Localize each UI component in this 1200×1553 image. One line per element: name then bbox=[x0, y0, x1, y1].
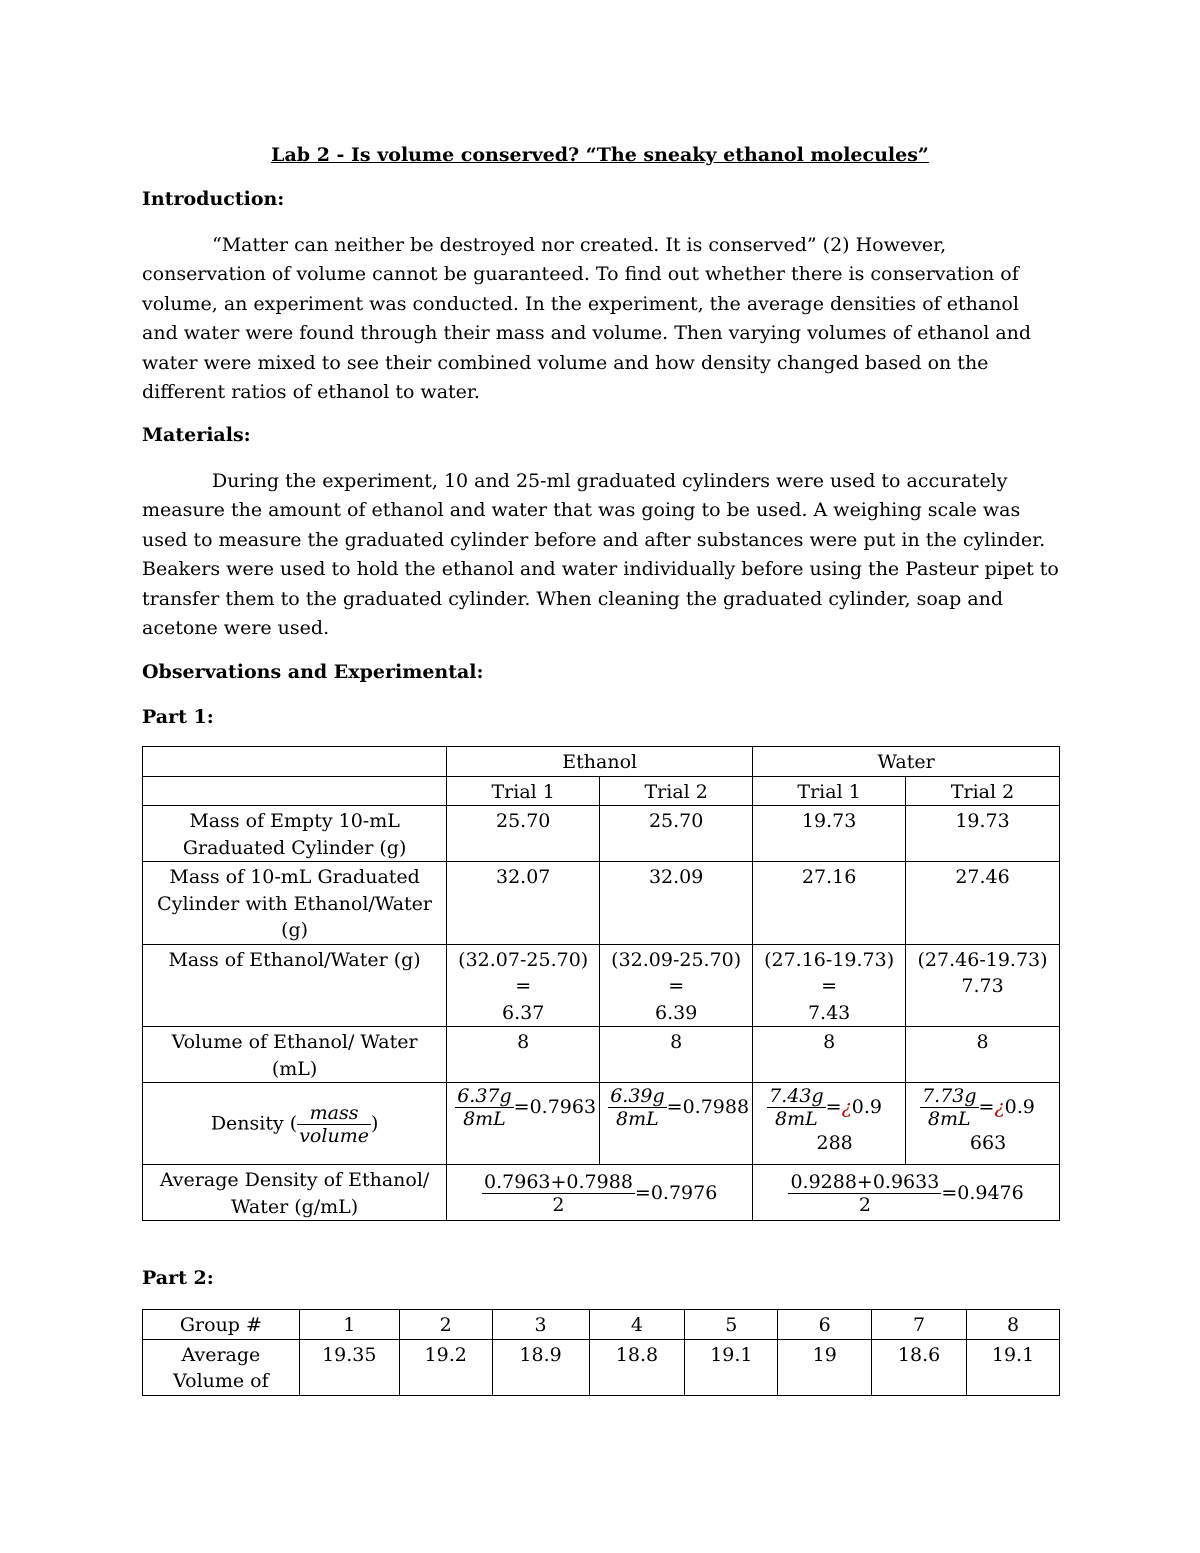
density-formula bbox=[297, 1102, 371, 1147]
table-cell: 19.73 bbox=[753, 806, 906, 862]
trial-header: Trial 2 bbox=[906, 776, 1060, 806]
table-cell bbox=[753, 944, 906, 1027]
table-cell: 25.70 bbox=[447, 806, 600, 862]
table-row bbox=[143, 806, 1060, 862]
mass-result: 6.37 bbox=[502, 1001, 545, 1024]
density-label: Density ( bbox=[210, 1112, 298, 1135]
page-title: Lab 2 - Is volume conserved? “The sneaky ethanol molecules” bbox=[271, 144, 929, 166]
group-number: 7 bbox=[872, 1310, 967, 1340]
mass-expr: (32.07-25.70) bbox=[458, 948, 589, 971]
fraction-numerator: 6.37g bbox=[457, 1085, 512, 1107]
table-cell: 8 bbox=[906, 1027, 1060, 1083]
table-cell bbox=[143, 747, 447, 777]
row-label: Mass of 10-mL Graduated Cylinder with Ethanol/Water (g) bbox=[143, 862, 447, 945]
density-calc bbox=[455, 1085, 596, 1130]
avg-fraction bbox=[788, 1171, 941, 1216]
formula-denominator: volume bbox=[299, 1125, 369, 1147]
mass-eq: = bbox=[821, 975, 838, 997]
row-label bbox=[143, 1083, 447, 1165]
table-cell: 8 bbox=[753, 1027, 906, 1083]
introduction-paragraph bbox=[142, 231, 1060, 407]
row-label: Average Volume of bbox=[143, 1339, 300, 1395]
table-cell bbox=[447, 1083, 600, 1165]
density-result-wrap: 288 bbox=[816, 1132, 853, 1154]
group-number: 1 bbox=[299, 1310, 399, 1340]
introduction-text: “Matter can neither be destroyed nor created. It is conserved” (2) However, conservation of volume cannot be guaranteed. To find out whether there is conservation of volume, an experiment was conducted. In the experiment, the average densities of ethanol and water were found through their mass and volume. Then varying volumes of ethanol and water were mixed to see their combined volume and how density changed based on the different ratios of ethanol to water. bbox=[142, 234, 1032, 404]
mass-result: 6.39 bbox=[655, 1001, 698, 1024]
density-result: =0.7963 bbox=[513, 1096, 597, 1119]
mass-expr: (27.16-19.73) bbox=[764, 948, 895, 971]
render-error-glyph: ¿ bbox=[841, 1096, 852, 1119]
row-label: Average Density of Ethanol/ Water (g/mL) bbox=[143, 1165, 447, 1221]
table-row bbox=[143, 776, 1060, 806]
table-row bbox=[143, 944, 1060, 1027]
table-cell bbox=[600, 944, 753, 1027]
fraction-denominator: 8mL bbox=[927, 1108, 971, 1130]
group-number: 4 bbox=[589, 1310, 685, 1340]
fraction-numerator: 0.7963+0.7988 bbox=[484, 1171, 633, 1193]
fraction-numerator: 7.73g bbox=[922, 1085, 977, 1107]
table-cell: 19.73 bbox=[906, 806, 1060, 862]
density-calc bbox=[920, 1085, 1056, 1130]
density-result-wrap: 663 bbox=[969, 1132, 1007, 1154]
table-cell: 25.70 bbox=[600, 806, 753, 862]
table-cell: 19.1 bbox=[967, 1339, 1060, 1395]
part1-table bbox=[142, 746, 1060, 1221]
table-cell: 19.2 bbox=[399, 1339, 492, 1395]
trial-header: Trial 2 bbox=[600, 776, 753, 806]
table-cell bbox=[143, 776, 447, 806]
table-cell bbox=[906, 1083, 1060, 1165]
table-cell: 32.07 bbox=[447, 862, 600, 945]
mass-result: 7.43 bbox=[807, 1001, 851, 1024]
fraction-numerator: 0.9288+0.9633 bbox=[790, 1171, 940, 1193]
avg-result: =0.9476 bbox=[941, 1182, 1024, 1205]
avg-fraction bbox=[482, 1171, 635, 1216]
density-equals: = bbox=[978, 1096, 995, 1119]
fraction-denominator: 8mL bbox=[775, 1108, 818, 1130]
group-number: 8 bbox=[967, 1310, 1060, 1340]
density-fraction bbox=[455, 1085, 513, 1130]
table-cell: 27.16 bbox=[753, 862, 906, 945]
density-result: 0.9 bbox=[1004, 1096, 1035, 1119]
avg-calc bbox=[756, 1171, 1056, 1216]
fraction-numerator: 6.39g bbox=[610, 1085, 665, 1107]
table-cell: 18.6 bbox=[872, 1339, 967, 1395]
mass-expr: (27.46-19.73) bbox=[917, 948, 1048, 971]
row-label: Volume of Ethanol/ Water (mL) bbox=[143, 1027, 447, 1083]
table-cell: 19 bbox=[778, 1339, 872, 1395]
table-row bbox=[143, 1310, 1060, 1340]
row-label: Mass of Ethanol/Water (g) bbox=[143, 944, 447, 1027]
density-fraction bbox=[767, 1085, 825, 1130]
avg-calc bbox=[450, 1171, 749, 1216]
mass-eq: = bbox=[515, 975, 532, 997]
group-number: 2 bbox=[399, 1310, 492, 1340]
part2-heading: Part 2: bbox=[142, 1267, 214, 1289]
table-cell bbox=[753, 1083, 906, 1165]
fraction-denominator: 2 bbox=[552, 1194, 565, 1216]
table-cell: 18.8 bbox=[589, 1339, 685, 1395]
density-calc bbox=[767, 1085, 902, 1130]
table-cell: 19.1 bbox=[685, 1339, 778, 1395]
group-number: 6 bbox=[778, 1310, 872, 1340]
row-label: Group # bbox=[143, 1310, 300, 1340]
table-cell bbox=[906, 944, 1060, 1027]
mass-result: 7.73 bbox=[961, 975, 1004, 997]
table-cell: 27.46 bbox=[906, 862, 1060, 945]
formula-numerator: mass bbox=[297, 1102, 371, 1125]
table-cell bbox=[600, 1083, 753, 1165]
density-result: 0.9 bbox=[851, 1096, 882, 1119]
table-cell: 8 bbox=[447, 1027, 600, 1083]
density-equals: = bbox=[825, 1096, 842, 1119]
fraction-denominator: 8mL bbox=[463, 1108, 506, 1130]
density-fraction bbox=[920, 1085, 978, 1130]
render-error-glyph: ¿ bbox=[994, 1096, 1005, 1119]
table-row bbox=[143, 1083, 1060, 1165]
table-cell: 32.09 bbox=[600, 862, 753, 945]
part2-table bbox=[142, 1309, 1060, 1396]
table-row bbox=[143, 1027, 1060, 1083]
fraction-denominator: 8mL bbox=[616, 1108, 659, 1130]
mass-expr: (32.09-25.70) bbox=[611, 948, 742, 971]
trial-header: Trial 1 bbox=[753, 776, 906, 806]
group-number: 5 bbox=[685, 1310, 778, 1340]
part1-heading: Part 1: bbox=[142, 706, 214, 728]
trial-header: Trial 1 bbox=[447, 776, 600, 806]
avg-result: =0.7976 bbox=[634, 1182, 718, 1205]
group-header-ethanol: Ethanol bbox=[447, 747, 753, 777]
table-cell bbox=[447, 1165, 753, 1221]
density-calc bbox=[608, 1085, 749, 1130]
fraction-denominator: 2 bbox=[858, 1194, 871, 1216]
table-cell bbox=[753, 1165, 1060, 1221]
table-row bbox=[143, 862, 1060, 945]
table-cell: 8 bbox=[600, 1027, 753, 1083]
table-row bbox=[143, 1339, 1060, 1395]
observations-heading: Observations and Experimental: bbox=[142, 661, 484, 683]
introduction-heading: Introduction: bbox=[142, 188, 285, 210]
group-header-water: Water bbox=[753, 747, 1060, 777]
table-cell: 19.35 bbox=[299, 1339, 399, 1395]
table-row bbox=[143, 747, 1060, 777]
table-cell: 18.9 bbox=[492, 1339, 589, 1395]
density-result: =0.7988 bbox=[666, 1096, 750, 1119]
table-cell bbox=[447, 944, 600, 1027]
materials-text: During the experiment, 10 and 25-ml graduated cylinders were used to accurately measure the amount of ethanol and water that was going to be used. A weighing scale was used to measure the graduated cylinder before and after substances were put in the cylinder. Beakers were used to hold the ethanol and water individually before using the Pasteur pipet to transfer them to the graduated cylinder. When cleaning the graduated cylinder, soap and acetone were used. bbox=[142, 470, 1059, 640]
density-label-end: ) bbox=[370, 1112, 379, 1135]
materials-paragraph bbox=[142, 467, 1060, 643]
fraction-numerator: 7.43g bbox=[769, 1085, 824, 1107]
row-label: Mass of Empty 10-mL Graduated Cylinder (g) bbox=[143, 806, 447, 862]
materials-heading: Materials: bbox=[142, 424, 251, 446]
density-fraction bbox=[608, 1085, 666, 1130]
mass-eq: = bbox=[668, 975, 685, 997]
group-number: 3 bbox=[492, 1310, 589, 1340]
table-row bbox=[143, 1165, 1060, 1221]
